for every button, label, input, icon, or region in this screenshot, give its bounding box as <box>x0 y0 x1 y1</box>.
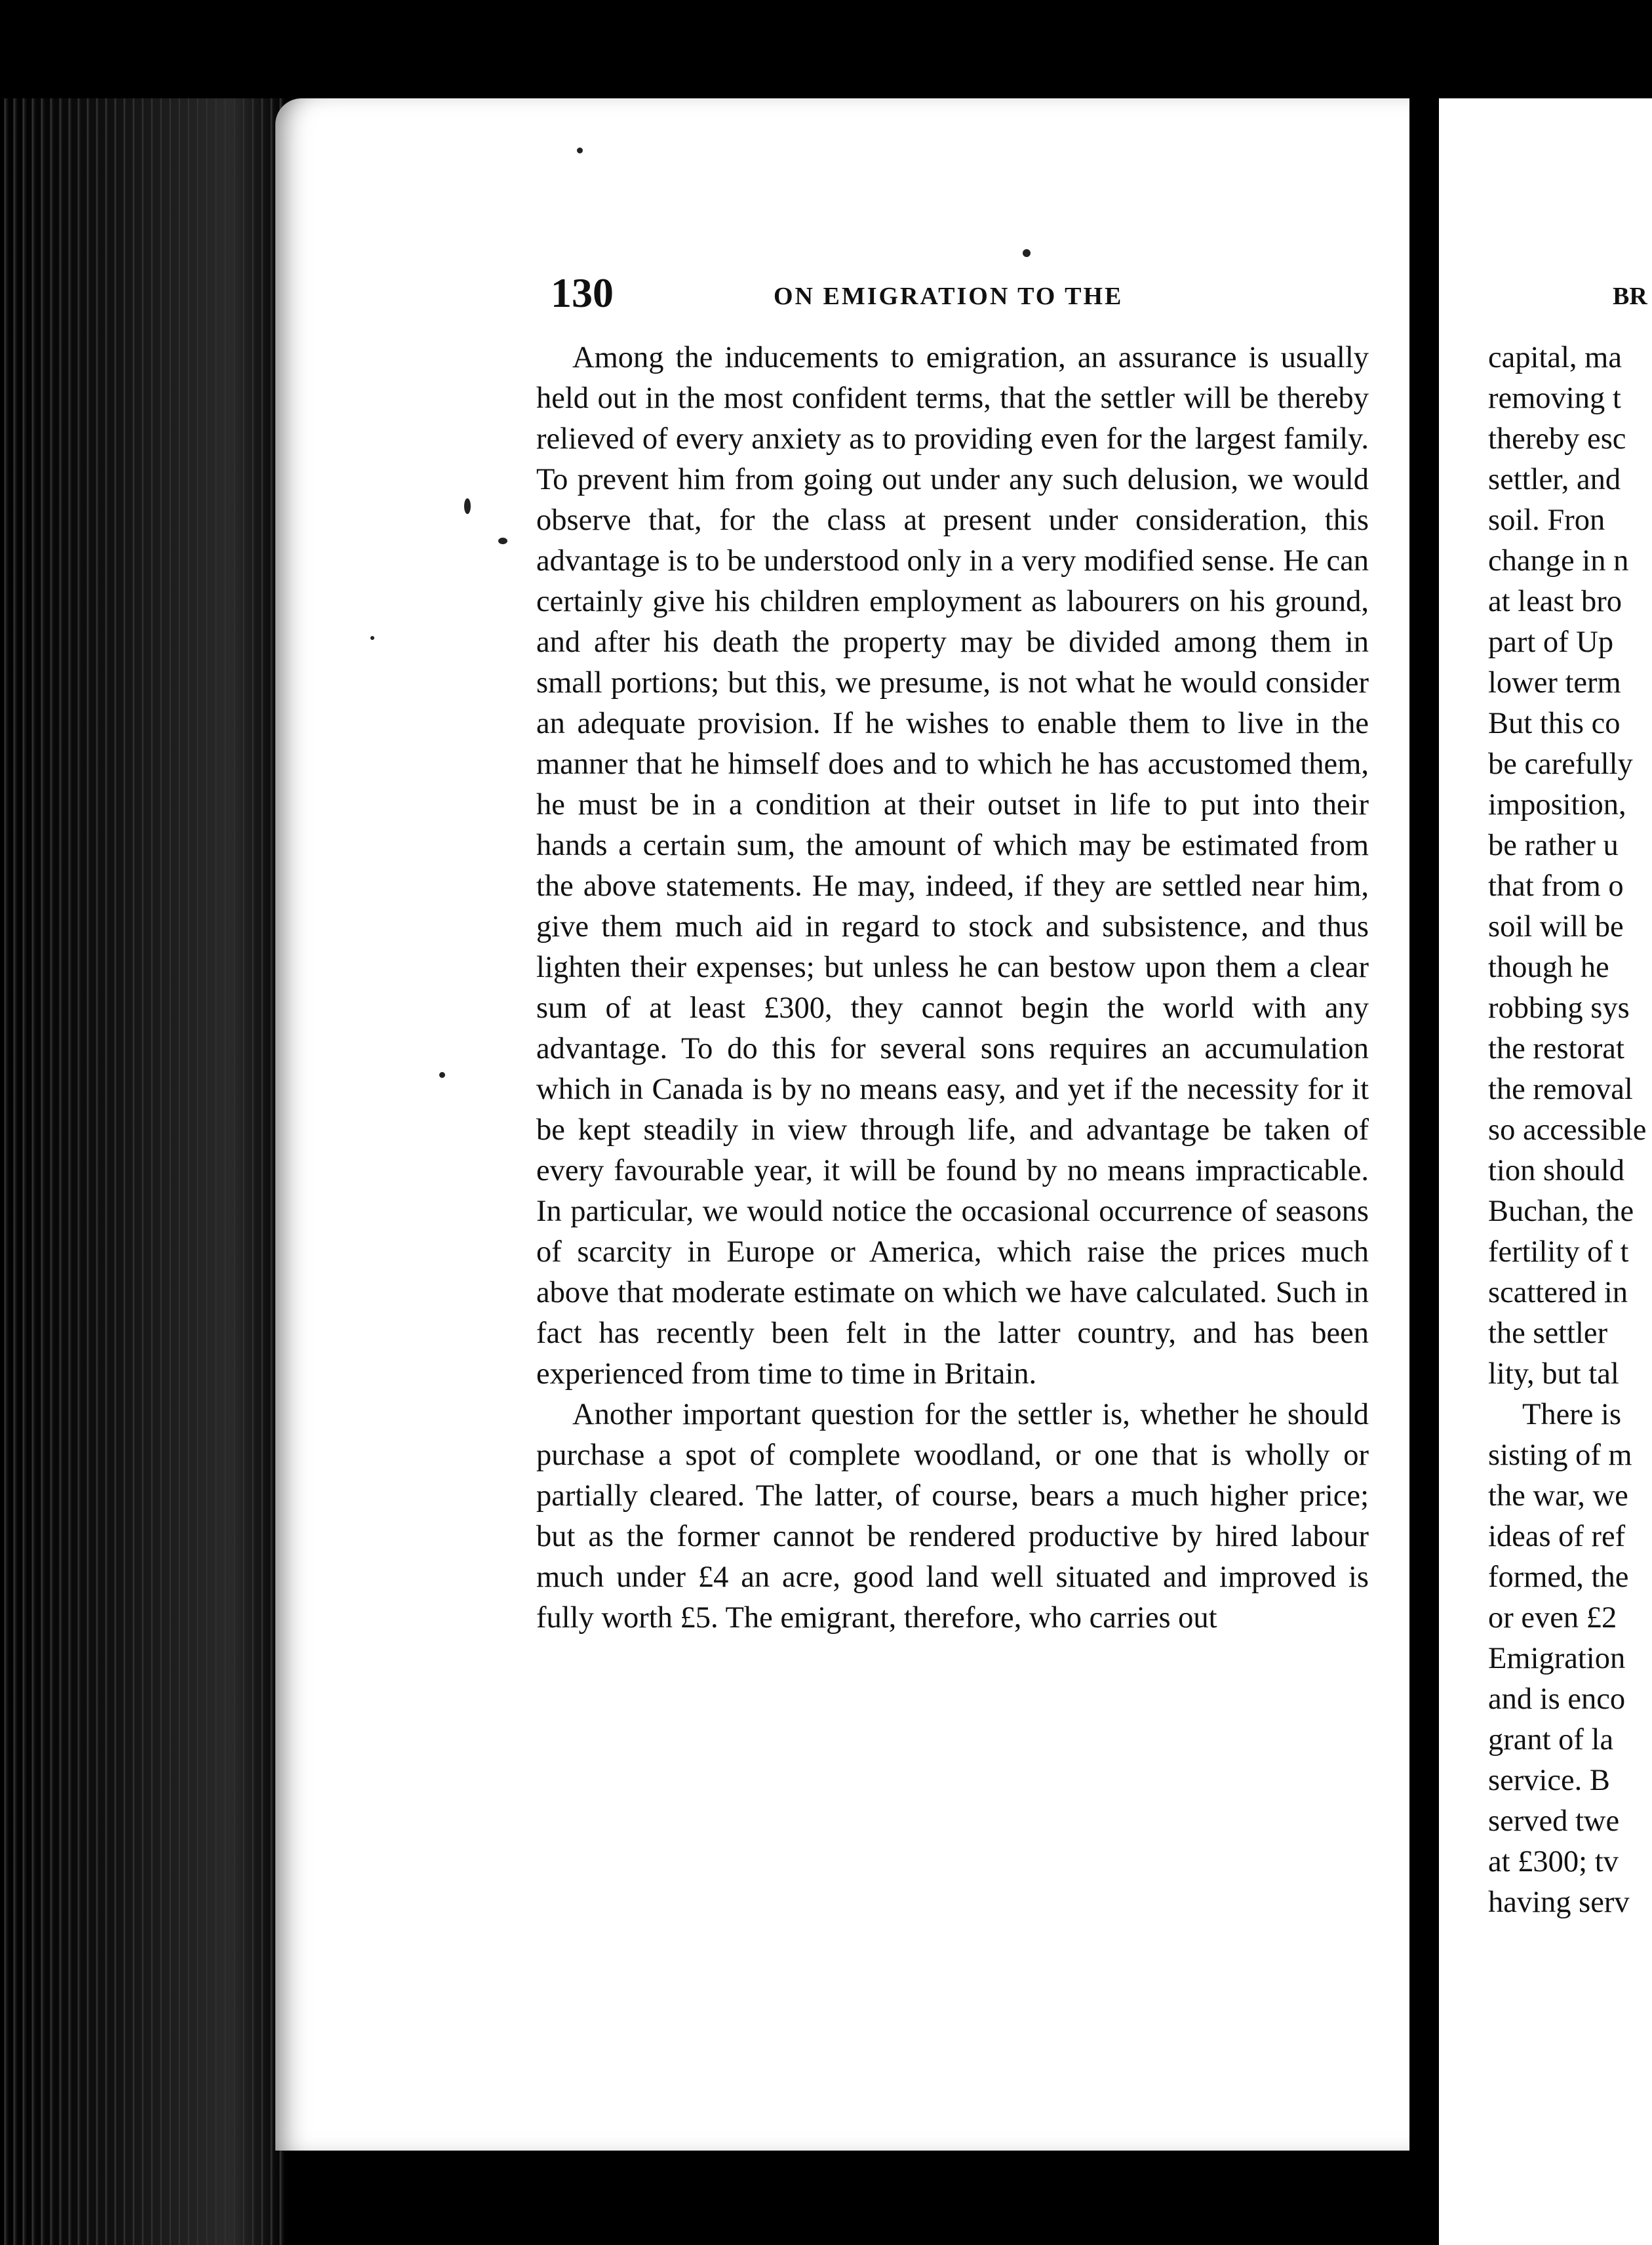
facing-line: ideas of ref <box>1488 1520 1626 1553</box>
facing-line: tion should <box>1488 1154 1624 1187</box>
facing-line: removing t <box>1488 382 1621 415</box>
facing-line: soil will be <box>1488 910 1624 944</box>
facing-line: capital, ma <box>1488 341 1622 374</box>
page-number: 130 <box>551 269 614 316</box>
facing-line: robbing sys <box>1488 991 1630 1025</box>
facing-line: settler, and <box>1488 463 1621 496</box>
facing-line: the war, we <box>1488 1479 1628 1513</box>
facing-line: lity, but tal <box>1488 1357 1619 1391</box>
scan-speck <box>498 538 507 544</box>
scan-speck <box>1023 249 1031 257</box>
facing-line: formed, the <box>1488 1560 1629 1594</box>
paragraph: Among the inducements to emigration, an assurance is usually held out in the most confident terms, that the settler will be thereby relieved of every anxiety as to providing even for the largest family. To prevent him from going out under any such delusion, we would observe that, for the class at present under consideration, this advantage is to be understood only in a very modified sense. He can certainly give his children employment as labourers on his ground, and after his death the property may be divided among them in small portions; but this, we presume, is not what he would consider an adequate provision. If he wishes to enable them to live in the manner that he himself does and to which he has accustomed them, he must be in a condition at their outset in life to put into their hands a certain sum, the amount of which may be estimated from the above statements. He may, indeed, if they are settled near him, give them much aid in regard to stock and subsistence, and thus lighten their expenses; but unless he can bestow upon them a clear sum of at least £300, they cannot begin the world with any advantage. To do this for several sons requires an accumulation which in Canada is by no means easy, and yet if the necessity for it be kept steadily in view through life, and advantage be taken of every favourable year, it will be found by no means impracticable. In particular, we would notice the occasional occurrence of seasons of scarcity in Europe or America, which raise the prices much above that moderate estimate on which we have calculated. Such in fact has recently been felt in the latter country, and has been experienced from time to time in Britain. <box>536 341 1369 1391</box>
facing-line: the removal <box>1488 1073 1633 1106</box>
facing-line: though he <box>1488 951 1609 984</box>
facing-line: and is enco <box>1488 1682 1626 1716</box>
facing-line: the restorat <box>1488 1032 1624 1065</box>
facing-line: at least bro <box>1488 585 1622 618</box>
scan-speck <box>439 1072 445 1078</box>
facing-line: grant of la <box>1488 1723 1614 1757</box>
book-page-edges <box>0 98 288 2245</box>
facing-line: There is <box>1522 1398 1622 1431</box>
facing-line: lower term <box>1488 666 1621 700</box>
facing-line: service. B <box>1488 1764 1610 1797</box>
facing-line: having serv <box>1488 1886 1630 1919</box>
scan-speck <box>370 636 374 640</box>
facing-line: change in n <box>1488 544 1629 578</box>
running-head: ON EMIGRATION TO THE <box>774 283 1124 310</box>
facing-line: soil. Fron <box>1488 504 1605 537</box>
body-text <box>536 338 1369 1639</box>
page-header <box>551 269 1377 328</box>
facing-page-running-head: BR <box>1613 283 1647 310</box>
facing-line: served twe <box>1488 1804 1620 1838</box>
facing-line: scattered in <box>1488 1276 1628 1309</box>
facing-line: sisting of m <box>1488 1439 1632 1472</box>
facing-line: at £300; tv <box>1488 1845 1619 1878</box>
facing-line: be carefully <box>1488 747 1633 781</box>
facing-line: the settler <box>1488 1317 1608 1350</box>
facing-page-text <box>1488 338 1652 1923</box>
book-gutter <box>1409 92 1439 2245</box>
facing-line: imposition, <box>1488 788 1626 822</box>
facing-line: or even £2 <box>1488 1601 1617 1635</box>
paragraph: Another important question for the settler is, whether he should purchase a spot of complete woodland, or one that is wholly or partially cleared. The latter, of course, bears a much higher price; but as the former cannot be rendered productive by hired labour much under £4 an acre, good land well situated and improved is fully worth £5. The emigrant, therefore, who carries out <box>536 1398 1369 1635</box>
facing-line: part of Up <box>1488 626 1614 659</box>
facing-line: Buchan, the <box>1488 1195 1634 1228</box>
scan-speck <box>464 498 471 514</box>
facing-line: thereby esc <box>1488 422 1626 456</box>
facing-line: But this co <box>1488 707 1621 740</box>
facing-line: so accessible <box>1488 1113 1647 1147</box>
facing-line: be rather u <box>1488 829 1619 862</box>
facing-line: fertility of t <box>1488 1235 1629 1269</box>
facing-line: that from o <box>1488 869 1624 903</box>
facing-line: Emigration <box>1488 1642 1626 1675</box>
scan-speck <box>577 148 583 153</box>
